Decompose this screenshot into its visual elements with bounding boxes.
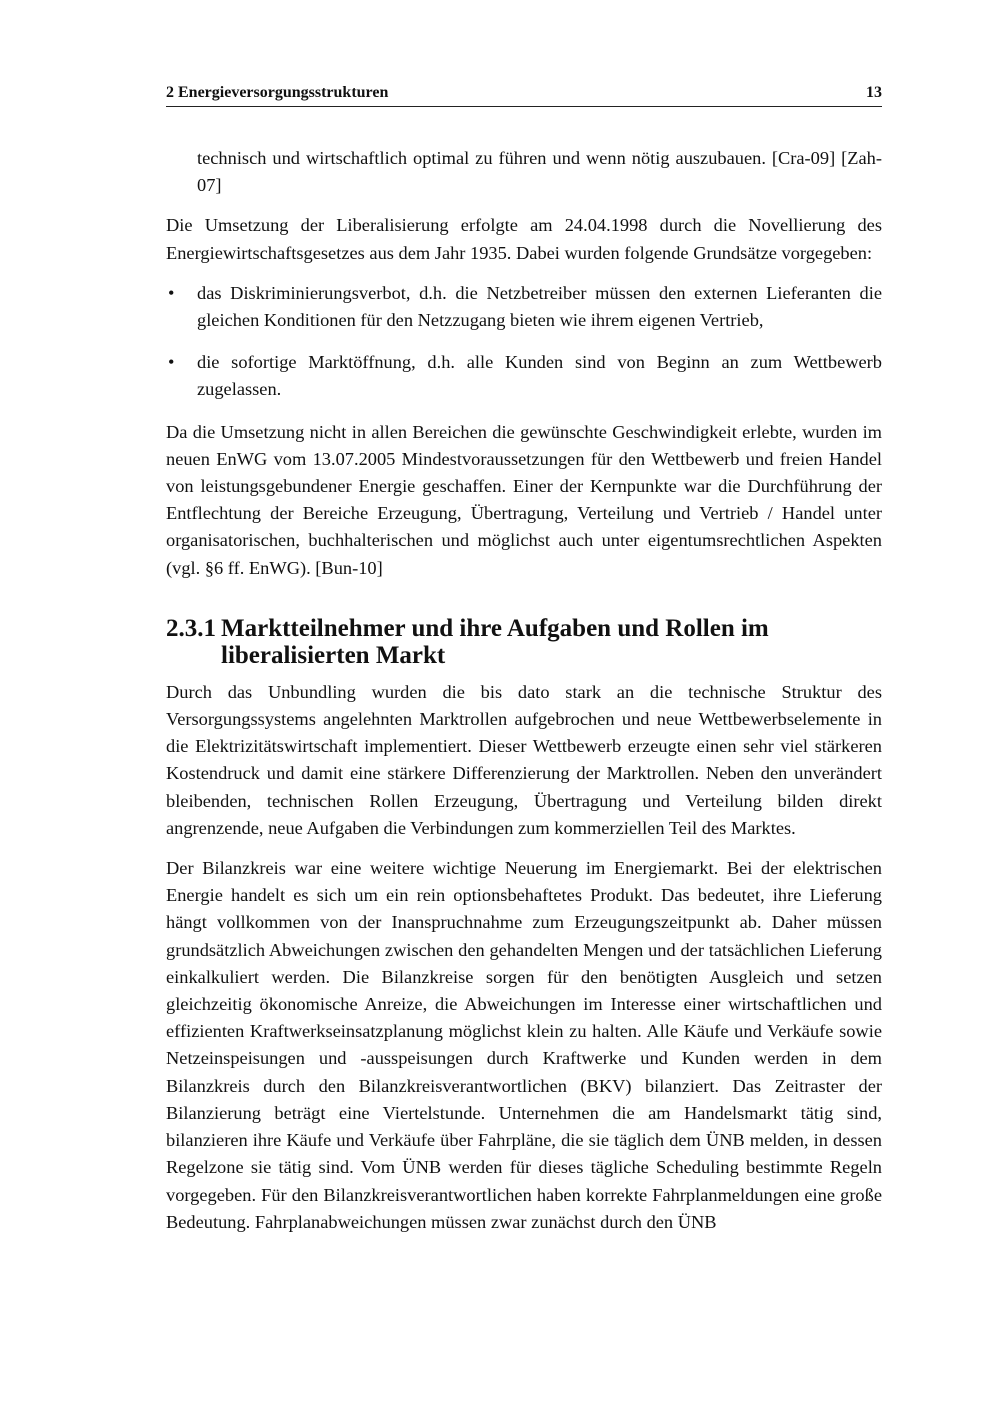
chapter-title: 2 Energieversorgungsstrukturen (166, 84, 389, 101)
bullet-icon: • (168, 282, 175, 303)
page-body (166, 145, 882, 1249)
paragraph-bilanzkreis: Der Bilanzkreis war eine weitere wichtige Neuerung im Energiemarkt. Bei der elektrischen Energie handelt es sich um ein rein optionsbehaftetes Produkt. Das bedeutet, ihre Lieferung hängt vollkommen von der Inanspruchnahme zum Erzeugungszeitpunkt ab. Daher müssen grundsätzlich Abweichungen zwischen den gehandelten Mengen und der tatsächlichen Lieferung einkalkuliert werden. Die Bilanzkreise sorgen für den benötigten Ausgleich und setzen gleichzeitig ökonomische Anreize, die Abweichungen im Interesse einer wirtschaftlichen und effizienten Kraftwerkseinsatzplanung möglichst klein zu halten. Alle Käufe und Verkäufe sowie Netzeinspeisungen und -ausspeisungen durch Kraftwerke und Kunden werden in dem Bilanzkreis durch den Bilanzkreisverantwortlichen (BKV) bilanziert. Das Zeitraster der Bilanzierung beträgt eine Viertelstunde. Unternehmen die am Handelsmarkt tätig sind, bilanzieren ihre Käufe und Verkäufe über Fahrpläne, die sie täglich dem ÜNB melden, in dessen Regelzone sie tätig sind. Vom ÜNB werden für dieses tägliche Scheduling bestimmte Regeln vorgegeben. Für den Bilanzkreisverantwortlichen haben korrekte Fahrplanmeldungen eine große Bedeutung. Fahrplanabweichungen müssen zwar zunächst durch den ÜNB (166, 858, 882, 1232)
bullet-icon: • (168, 352, 175, 373)
list-item-text: die sofortige Marktöffnung, d.h. alle Kunden sind von Beginn an zum Wettbewerb zugelassen. (197, 352, 882, 400)
page-header (166, 84, 882, 107)
paragraph-liberalisierung: Die Umsetzung der Liberalisierung erfolgte am 24.04.1998 durch die Novellierung des Energiewirtschaftsgesetzes aus dem Jahr 1935. Dabei wurden folgende Grundsätze vorgegeben: (166, 215, 882, 263)
list-item (166, 280, 882, 334)
list-item-text: das Diskriminierungsverbot, d.h. die Netzbetreiber müssen den externen Lieferanten die gleichen Konditionen für den Netzzugang bieten wie ihrem eigenen Vertrieb, (197, 282, 882, 331)
section-number: 2.3.1 (166, 614, 216, 642)
paragraph-enwg: Da die Umsetzung nicht in allen Bereichen die gewünschte Geschwindigkeit erlebte, wurden im neuen EnWG vom 13.07.2005 Mindestvoraussetzungen für den Wettbewerb und freien Handel von leistungsgebundener Energie geschaffen. Einer der Kernpunkte war die Durchführung der Entflechtung der Bereiche Erzeugung, Übertragung, Verteilung und Vertrieb / Handel unter organisatorischen, buchhalterischen und möglichst auch unter eigentumsrechtlichen Aspekten (vgl. §6 ff. EnWG). [Bun-10] (166, 421, 882, 578)
page-number: 13 (866, 84, 882, 101)
list-item (166, 349, 882, 403)
paragraph-unbundling: Durch das Unbundling wurden die bis dato stark an die technische Struktur des Versorgungssystems angelehnten Marktrollen aufgebrochen und neue Wettbewerbselemente in die Elektrizitätswirtschaft implementiert. Dieser Wettbewerb erzeugte einen sehr viel stärkeren Kostendruck und damit eine stärkere Differenzierung der Marktrollen. Neben den unverändert bleibenden, technischen Rollen Erzeugung, Übertragung und Verteilung bilden direkt angrenzende, neue Aufgaben die Verbindungen zum kommerziellen Teil des Marktes. (166, 681, 882, 838)
continued-paragraph: technisch und wirtschaftlich optimal zu führen und wenn nötig auszubauen. [Cra-09] [Zah-07] (197, 148, 882, 196)
section-title: Marktteilnehmer und ihre Aufgaben und Rollen im liberalisierten Markt (221, 614, 769, 669)
section-heading (166, 615, 882, 669)
principles-list (166, 280, 882, 404)
